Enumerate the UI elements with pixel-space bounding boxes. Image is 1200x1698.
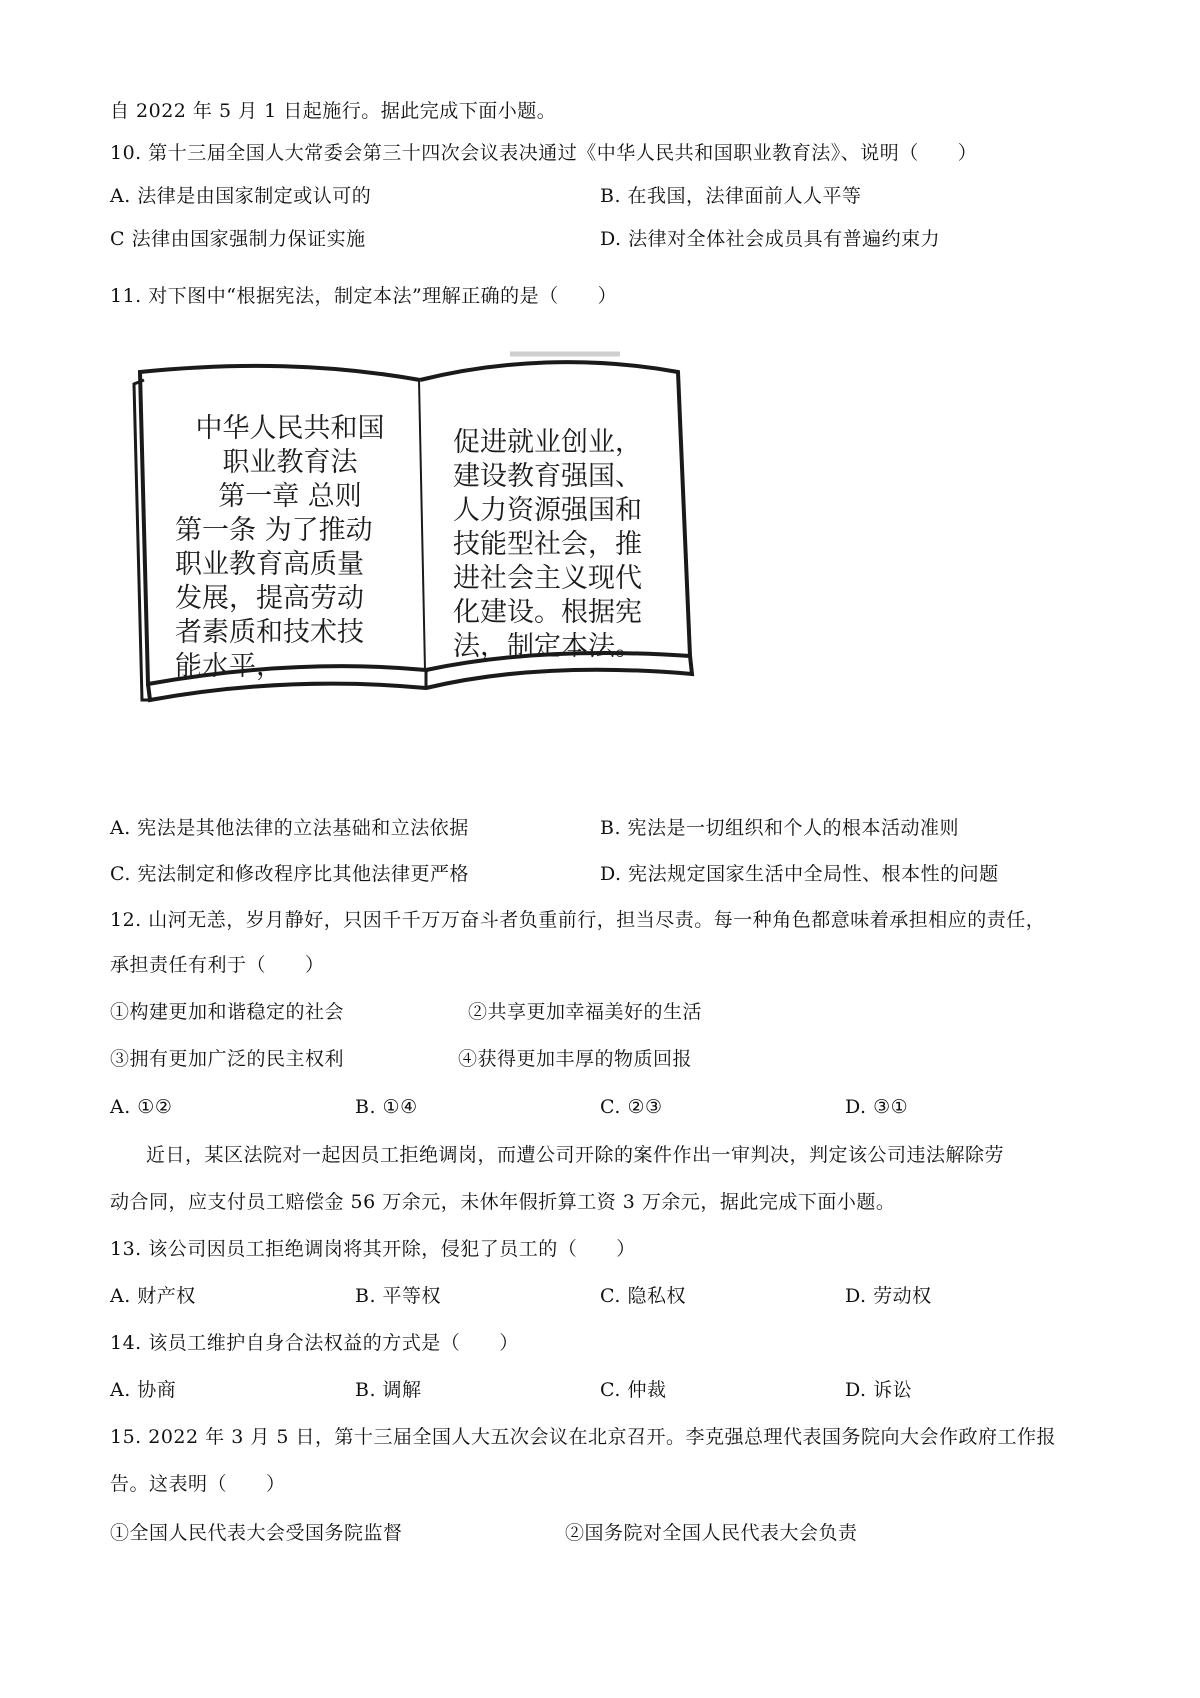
q12-option-b: B. ①④ [355,1096,418,1118]
book-right-text-line: 法，制定本法。 [453,631,642,662]
q10-option-c: C 法律由国家强制力保证实施 [110,228,366,250]
q12-option-a: A. ①② [110,1096,173,1118]
book-left-text-line: 发展，提高劳动 [175,583,364,614]
book-right-text-line: 促进就业创业， [453,427,642,458]
q13-option-c: C. 隐私权 [600,1285,686,1307]
material-line1: 近日，某区法院对一起因员工拒绝调岗，而遭公司开除的案件作出一审判决，判定该公司违法解除劳 [146,1144,1005,1166]
book-left-text-line: 第一条 为了推动 [175,515,373,546]
q15-stem-line2: 告。这表明（ ） [110,1473,286,1495]
q12-item-2: ②共享更加幸福美好的生活 [468,1001,703,1023]
q10-option-d: D. 法律对全体社会成员具有普遍约束力 [600,228,941,250]
q15-item-1: ①全国人民代表大会受国务院监督 [110,1522,403,1544]
book-right-text-line: 进社会主义现代 [453,563,642,594]
q13-option-b: B. 平等权 [355,1285,442,1307]
q13-stem: 13. 该公司因员工拒绝调岗将其开除，侵犯了员工的（ ） [110,1238,636,1260]
q12-stem-line1: 12. 山河无恙，岁月静好，只因千千万万奋斗者负重前行，担当尽责。每一种角色都意味着承担相应的责任， [110,909,1046,931]
q12-item-1: ①构建更加和谐稳定的社会 [110,1001,345,1023]
book-right-text-line: 技能型社会，推 [453,529,642,560]
intro-tail: 自 2022 年 5 月 1 日起施行。据此完成下面小题。 [110,100,557,122]
q11-option-b: B. 宪法是一切组织和个人的根本活动准则 [600,817,960,839]
q14-option-d: D. 诉讼 [845,1379,913,1401]
q12-item-3: ③拥有更加广泛的民主权利 [110,1048,345,1070]
q12-option-c: C. ②③ [600,1096,663,1118]
q15-item-2: ②国务院对全国人民代表大会负责 [565,1522,858,1544]
q11-option-d: D. 宪法规定国家生活中全局性、根本性的问题 [600,863,999,885]
q12-item-4: ④获得更加丰厚的物质回报 [458,1048,693,1070]
open-book-figure [130,350,700,740]
q10-option-b: B. 在我国，法律面前人人平等 [600,185,862,207]
q10-stem: 10. 第十三届全国人大常委会第三十四次会议表决通过《中华人民共和国职业教育法》、说明（ ） [110,142,978,164]
q11-option-a: A. 宪法是其他法律的立法基础和立法依据 [110,817,469,839]
q12-option-d: D. ③① [845,1096,909,1118]
q13-option-a: A. 财产权 [110,1285,196,1307]
book-right-text-line: 化建设。根据宪 [453,597,642,628]
material-line2: 动合同，应支付员工赔偿金 56 万余元，未休年假折算工资 3 万余元，据此完成下面小题。 [110,1191,896,1213]
q13-option-d: D. 劳动权 [845,1285,932,1307]
book-chapter-heading: 第一章 总则 [218,481,362,512]
book-law-title-line2: 职业教育法 [222,447,358,478]
book-left-text-line: 职业教育高质量 [175,549,364,580]
q11-option-c: C. 宪法制定和修改程序比其他法律更严格 [110,863,469,885]
q15-stem-line1: 15. 2022 年 3 月 5 日，第十三届全国人大五次会议在北京召开。李克强总理代表国务院向大会作政府工作报 [110,1426,1056,1448]
q11-stem: 11. 对下图中“根据宪法，制定本法”理解正确的是（ ） [110,285,618,307]
book-right-text-line: 建设教育强国、 [453,461,642,492]
book-left-text-line: 者素质和技术技 [175,617,364,648]
q12-stem-line2: 承担责任有利于（ ） [110,954,325,976]
q14-option-b: B. 调解 [355,1379,422,1401]
q14-stem: 14. 该员工维护自身合法权益的方式是（ ） [110,1332,519,1354]
book-right-page [453,426,642,664]
q14-option-a: A. 协商 [110,1379,177,1401]
book-right-text-line: 人力资源强国和 [453,495,642,526]
book-left-page [175,412,405,684]
q10-option-a: A. 法律是由国家制定或认可的 [110,185,372,207]
q14-option-c: C. 仲裁 [600,1379,667,1401]
book-law-title-line1: 中华人民共和国 [195,413,385,444]
book-left-text-line: 能水平， [175,651,283,682]
